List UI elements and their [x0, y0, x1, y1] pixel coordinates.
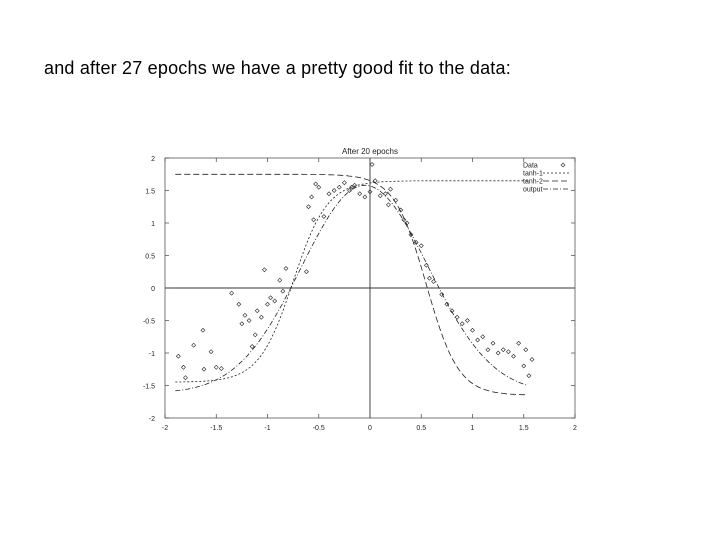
data-point: [476, 338, 480, 342]
x-tick-label: -1.5: [210, 425, 223, 432]
y-tick-label: 1.5: [145, 188, 155, 196]
x-tick-label: 1.5: [518, 425, 529, 432]
series-layer: [175, 163, 534, 395]
data-point: [201, 328, 205, 332]
data-point: [386, 203, 390, 207]
data-point: [419, 244, 423, 248]
data-point: [312, 218, 316, 222]
legend-label: Data: [523, 162, 538, 170]
data-point: [460, 322, 464, 326]
data-point: [192, 343, 196, 347]
data-point: [255, 309, 259, 313]
legend-label: output: [523, 186, 543, 194]
data-point: [317, 185, 321, 189]
data-point: [237, 302, 241, 306]
legend-marker: [561, 163, 565, 167]
data-point: [348, 189, 352, 193]
data-point: [209, 350, 213, 354]
data-point: [370, 163, 374, 167]
data-point: [259, 315, 263, 319]
data-point: [389, 187, 393, 191]
data-point: [266, 302, 270, 306]
data-point: [383, 192, 387, 196]
data-point: [363, 195, 367, 199]
data-point: [501, 348, 505, 352]
legend-label: tanh-1: [523, 170, 543, 178]
data-point: [486, 348, 490, 352]
y-tick-label: 2: [151, 156, 155, 163]
legend-label: tanh-2: [523, 178, 543, 186]
x-tick-label: 0.5: [416, 425, 427, 432]
x-tick-label: 1: [470, 425, 475, 432]
data-point: [524, 348, 528, 352]
data-point: [496, 351, 500, 355]
x-tick-label: 2: [573, 425, 577, 432]
axes-layer: [143, 156, 577, 432]
series-line-tanh-1: [175, 181, 528, 382]
data-point: [427, 276, 431, 280]
data-point: [184, 376, 188, 380]
data-point: [358, 192, 362, 196]
data-point: [530, 358, 534, 362]
data-point: [378, 194, 382, 198]
data-point: [314, 182, 318, 186]
data-point: [181, 365, 185, 369]
data-point: [281, 289, 285, 293]
data-point: [284, 267, 288, 271]
data-point: [337, 185, 341, 189]
data-point: [481, 335, 485, 339]
y-tick-label: -2: [148, 416, 155, 423]
data-point: [506, 350, 510, 354]
data-point: [262, 268, 266, 272]
legend: [523, 163, 569, 194]
data-point: [273, 299, 277, 303]
x-tick-label: -0.5: [312, 425, 325, 432]
data-point: [243, 313, 247, 317]
y-tick-label: 1: [151, 221, 155, 228]
data-point: [342, 181, 346, 185]
y-tick-label: -1: [148, 351, 155, 358]
series-line-tanh-2: [175, 174, 528, 395]
y-tick-label: -0.5: [142, 318, 155, 326]
data-point: [214, 365, 218, 369]
data-point: [269, 296, 273, 300]
data-point: [230, 291, 234, 295]
data-point: [322, 215, 326, 219]
data-point: [307, 205, 311, 209]
data-point: [253, 333, 257, 337]
x-tick-label: 0: [368, 425, 372, 432]
data-point: [327, 192, 331, 196]
data-point: [304, 270, 308, 274]
slide-caption: and after 27 epochs we have a pretty good fit to the data:: [44, 58, 511, 78]
data-point: [332, 189, 336, 193]
data-point: [517, 341, 521, 345]
data-point: [219, 367, 223, 371]
data-point: [247, 319, 251, 323]
data-point: [522, 364, 526, 368]
data-point: [527, 374, 531, 378]
y-tick-label: -1.5: [142, 383, 155, 391]
data-point: [278, 278, 282, 282]
data-point: [202, 367, 206, 371]
x-tick-label: -2: [161, 425, 169, 432]
y-tick-label: 0: [151, 286, 155, 293]
data-point: [432, 280, 436, 284]
data-point: [471, 328, 475, 332]
x-tick-label: -1: [264, 425, 271, 432]
data-point: [465, 319, 469, 323]
data-point: [176, 354, 180, 358]
data-point: [491, 341, 495, 345]
data-point: [240, 322, 244, 326]
y-tick-label: 0.5: [145, 253, 155, 261]
data-point: [455, 315, 459, 319]
data-point: [310, 195, 314, 199]
data-point: [512, 354, 516, 358]
chart-title: After 20 epochs: [341, 147, 399, 156]
